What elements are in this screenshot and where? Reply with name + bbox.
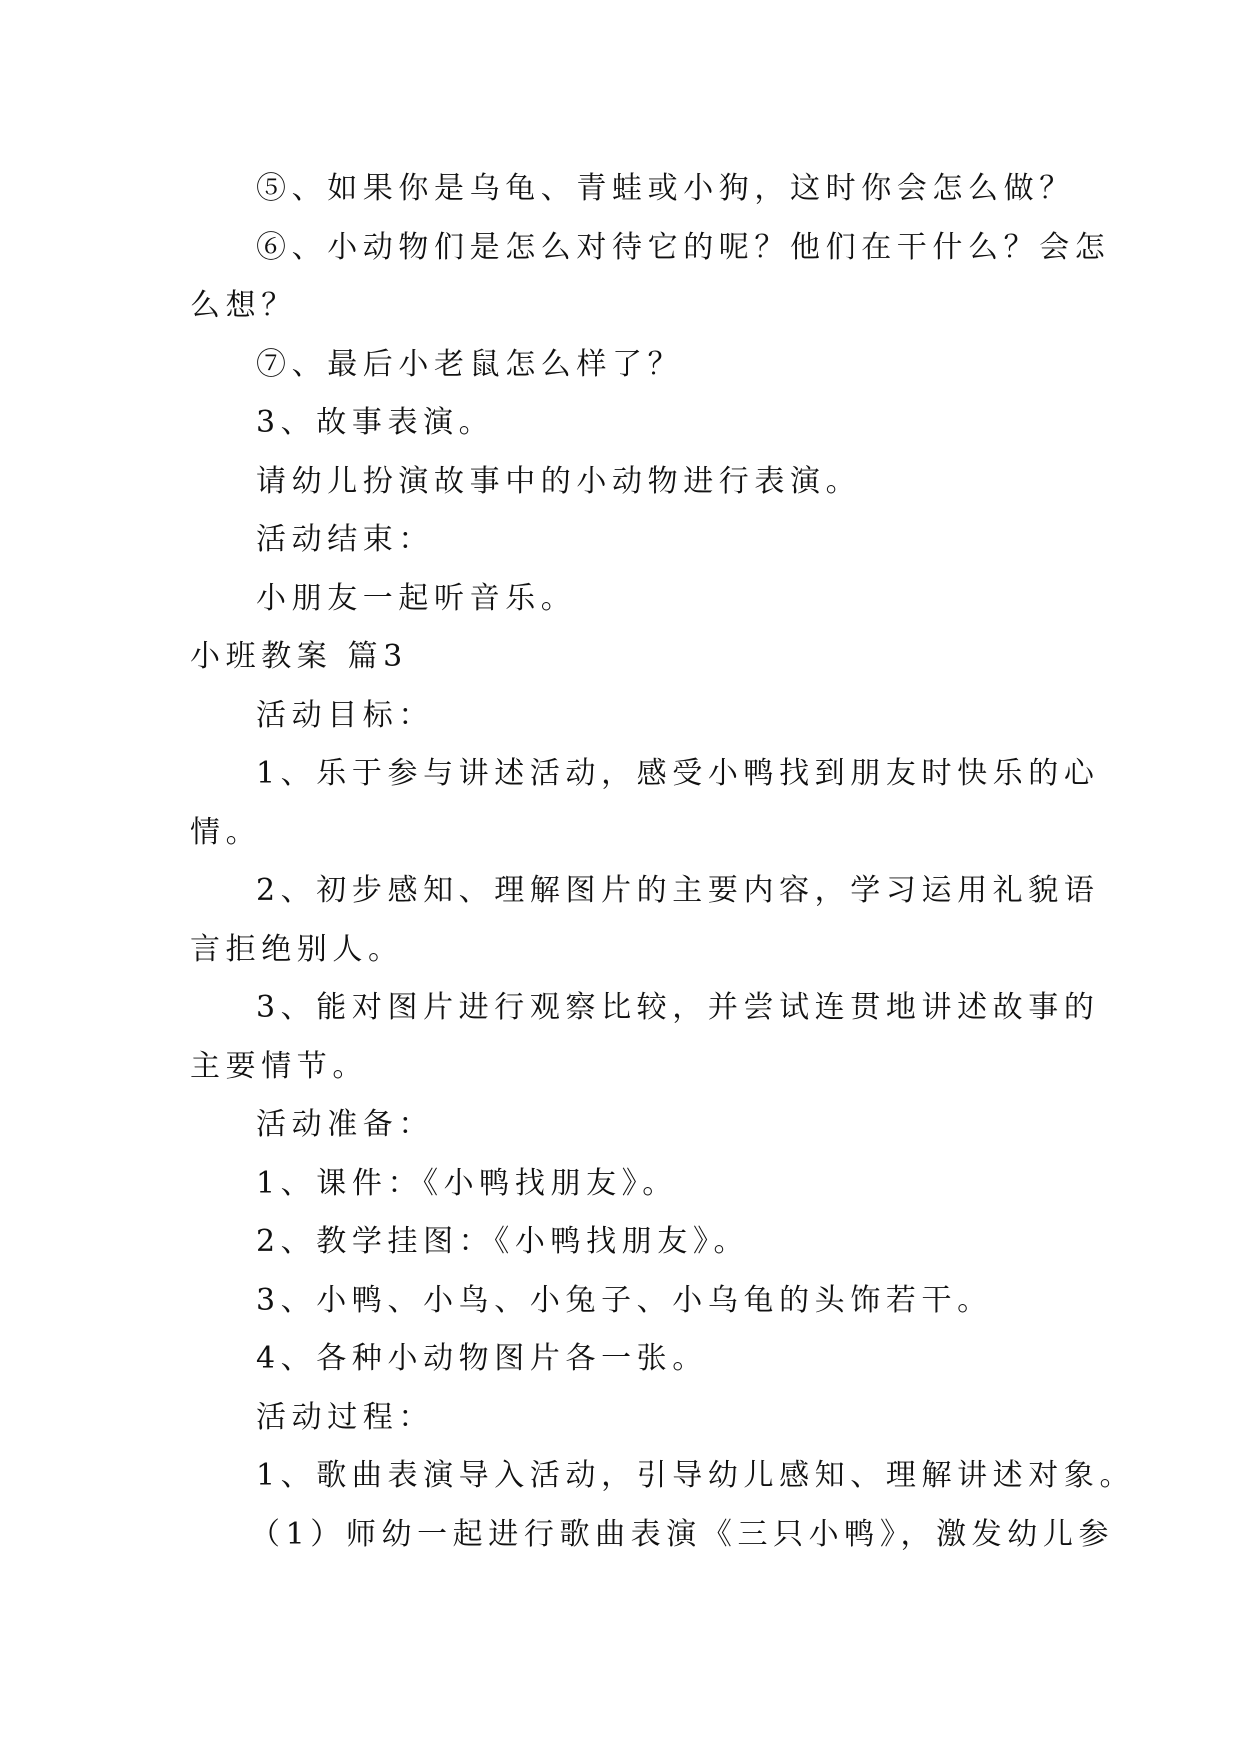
paragraph-line: 1、乐于参与讲述活动，感受小鸭找到朋友时快乐的心 bbox=[256, 756, 1100, 791]
paragraph-line: 1、课件：《小鸭找朋友》。 bbox=[256, 1165, 678, 1201]
paragraph-line: ⑦、最后小老鼠怎么样了？ bbox=[256, 346, 684, 382]
paragraph-line: 3、能对图片进行观察比较，并尝试连贯地讲述故事的 bbox=[256, 990, 1100, 1025]
paragraph-line: 言拒绝别人。 bbox=[190, 931, 404, 967]
paragraph-line: 2、初步感知、理解图片的主要内容，学习运用礼貌语 bbox=[256, 873, 1100, 908]
document-body bbox=[190, 160, 1136, 1564]
section-heading: 小班教案 篇3 bbox=[190, 639, 408, 674]
paragraph-line: 3、小鸭、小鸟、小兔子、小乌龟的头饰若干。 bbox=[256, 1282, 993, 1318]
paragraph-line: 2、教学挂图：《小鸭找朋友》。 bbox=[256, 1224, 750, 1259]
paragraph-line: 1、歌曲表演导入活动，引导幼儿感知、理解讲述对象。 bbox=[256, 1458, 1136, 1493]
paragraph-line: 4、各种小动物图片各一张。 bbox=[256, 1341, 708, 1376]
paragraph-line: ⑥、小动物们是怎么对待它的呢？他们在干什么？会怎 bbox=[256, 229, 1111, 265]
paragraph-line: 3、故事表演。 bbox=[256, 405, 495, 440]
paragraph-line: 么想？ bbox=[190, 288, 297, 323]
paragraph-line: （1）师幼一起进行歌曲表演《三只小鸭》，激发幼儿参 bbox=[250, 1516, 1115, 1552]
section-label: 活动结束： bbox=[256, 522, 434, 557]
paragraph-line: 小朋友一起听音乐。 bbox=[256, 580, 577, 616]
paragraph-line: 请幼儿扮演故事中的小动物进行表演。 bbox=[256, 463, 862, 499]
section-label: 活动准备： bbox=[256, 1107, 434, 1142]
paragraph-line: 情。 bbox=[190, 814, 262, 850]
section-label: 活动过程： bbox=[256, 1399, 434, 1435]
paragraph-line: ⑤、如果你是乌龟、青蛙或小狗，这时你会怎么做？ bbox=[256, 171, 1075, 206]
paragraph-line: 主要情节。 bbox=[190, 1048, 368, 1084]
section-label: 活动目标： bbox=[256, 697, 434, 733]
